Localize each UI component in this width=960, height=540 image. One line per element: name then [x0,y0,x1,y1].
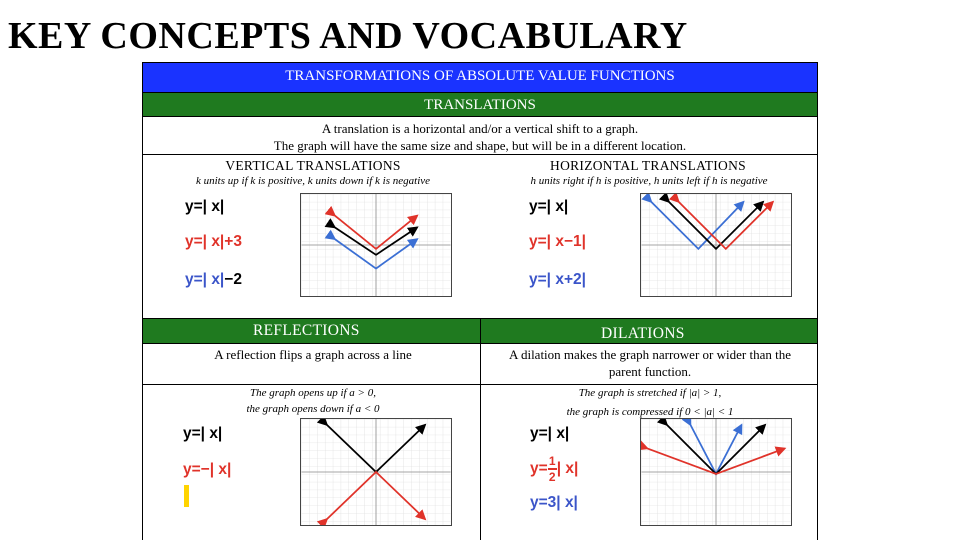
concept-sheet [142,62,818,540]
page-title: KEY CONCEPTS AND VOCABULARY [8,15,688,57]
reflection-eq-parent: y=| x| [183,425,223,442]
dilation-note: The graph is stretched if |a| > 1, the graph is compressed if 0 < |a| < 1 [566,387,734,418]
vertical-translation-graph [300,193,452,297]
horizontal-eq-parent: y=| x| [529,198,569,215]
translations-heading: TRANSLATIONS [143,93,817,117]
horizontal-translations-note: h units right if h is positive, h units left if h is negative [530,175,768,187]
reflection-graph [300,418,452,526]
horizontal-eq-right: y=| x−1| [529,233,586,250]
translation-intro-line2: The graph will have the same size and shape, but will be in a different location. [273,138,687,153]
horizontal-translation-graph [640,193,792,297]
horizontal-translations-title: HORIZONTAL TRANSLATIONS [550,158,746,173]
horizontal-eq-left: y=| x+2| [529,271,586,288]
translation-intro-line1: A translation is a horizontal and/or a vertical shift to a graph. [321,121,639,136]
dilation-eq-parent: y=| x| [530,425,570,442]
dilations-heading: DILATIONS [601,325,685,342]
dilation-eq-stretched: y=3| x| [530,494,578,511]
vertical-eq-parent: y=| x| [185,198,225,215]
highlight-marker [184,485,189,507]
dilation-definition: A dilation makes the graph narrower or wider than the parent function. [509,347,791,379]
column-divider [480,318,481,540]
reflection-definition: A reflection flips a graph across a line [214,347,412,362]
vertical-eq-up: y=| x|+3 [185,233,242,250]
vertical-translations-title: VERTICAL TRANSLATIONS [225,158,401,173]
dilation-graph [640,418,792,526]
vertical-translations-note: k units up if k is positive, k units down if k is negative [195,175,431,187]
reflection-eq-flipped: y=−| x| [183,461,232,478]
header-bar: TRANSFORMATIONS OF ABSOLUTE VALUE FUNCTIONS [143,63,817,93]
reflection-note: The graph opens up if a > 0, the graph opens down if a < 0 [246,387,380,415]
vertical-eq-down: y=| x|−2 [185,271,242,288]
translation-definition [143,117,817,155]
dilation-eq-compressed: y= $\frac{1}{2}$ | x| [530,454,579,484]
reflections-heading: REFLECTIONS [253,322,360,339]
